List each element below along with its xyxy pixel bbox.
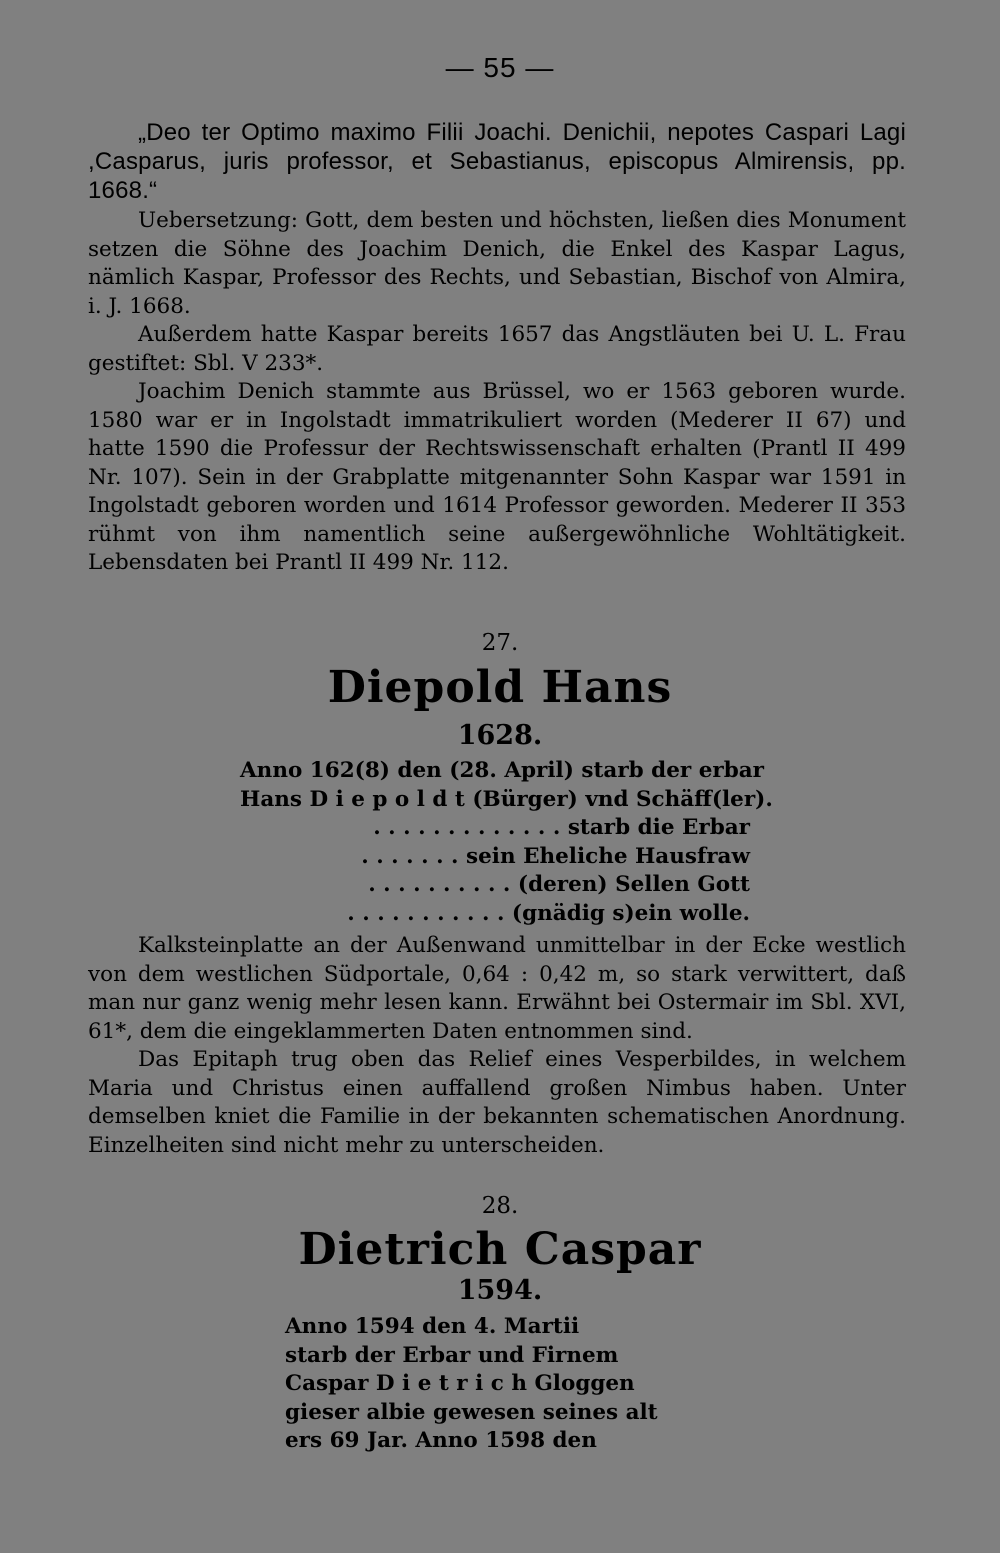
section-26-continuation (88, 118, 906, 578)
section-year: 1628. (457, 720, 543, 751)
page-number: — 55 — (445, 52, 555, 83)
body-paragraph: Kalksteinplatte an der Außenwand unmittelbar in der Ecke westlich von dem westlichen Südportale, 0,64 : 0,42 m, so stark verwittert, daß man nur ganz wenig mehr lesen kann. Erwähnt bei Ostermair im Sbl. XVI, 61*, dem die eingeklammerten Daten entnommen sind. (88, 933, 906, 1044)
inscription-line: ers 69 Jar. Anno 1598 den (285, 1428, 597, 1453)
body-paragraph: Joachim Denich stammte aus Brüssel, wo er 1563 geboren wurde. 1580 war er in Ingolstadt immatrikuliert worden (Mederer II 67) und hatte 1590 die Professur der Rechtswissenschaft erhalten (Prantl II 499 Nr. 107). Sein in der Grabplatte mitgenannter Sohn Kaspar war 1591 in Ingolstadt geboren worden und 1614 Professor geworden. Mederer II 353 rühmt von ihm namentlich seine außergewöhnliche Wohltätigkeit. Lebensdaten bei Prantl II 499 Nr. 112. (88, 379, 906, 575)
inscription-line: Anno 162(8) den (28. April) starb der erbar (240, 758, 764, 783)
epitaph-inscription (285, 1313, 725, 1456)
inscription-line: . . . . . . . sein Eheliche Hausfraw (361, 843, 750, 869)
inscription-line: Anno 1594 den 4. Martii (285, 1314, 580, 1339)
inscription-line: starb der Erbar und Firnem (285, 1342, 619, 1368)
body-paragraph: Uebersetzung: Gott, dem besten und höchsten, ließen dies Monument setzen die Söhne des Joachim Denich, die Enkel des Kaspar Lagus, nämlich Kaspar, Professor des Rechts, und Sebastian, Bischof von Almira, i. J. 1668. (88, 208, 906, 319)
section-title: Dietrich Caspar (298, 1224, 702, 1275)
latin-inscription: „Deo ter Optimo maximo Filii Joachi. Denichii, nepotes Caspari Lagi ,Casparus, juris professor, et Sebastianus, episcopus Almirensis, pp. 1668.“ (88, 119, 906, 204)
inscription-line: . . . . . . . . . . . (gnädig s)ein wolle. (347, 900, 750, 926)
section-title: Diepold Hans (327, 662, 673, 713)
section-number: 27. (481, 630, 519, 656)
inscription-line: . . . . . . . . . . . . . starb die Erbar (373, 815, 750, 840)
inscription-line: Caspar D i e t r i c h Gloggen (285, 1371, 635, 1396)
epitaph-inscription (240, 757, 773, 928)
body-paragraph: Das Epitaph trug oben das Relief eines Vesperbildes, in welchem Maria und Christus einen auffallend großen Nimbus haben. Unter demselben kniet die Familie in der bekannten schematischen Anordnung. Einzelheiten sind nicht mehr zu unterscheiden. (88, 1047, 906, 1158)
body-paragraph: Außerdem hatte Kaspar bereits 1657 das Angstläuten bei U. L. Frau gestiftet: Sbl. V 233*. (88, 322, 906, 376)
section-number: 28. (481, 1193, 519, 1219)
section-27-commentary (88, 932, 906, 1160)
inscription-line: Hans D i e p o l d t (Bürger) vnd Schäff(ler). (240, 786, 773, 812)
inscription-line: . . . . . . . . . . (deren) Sellen Gott (368, 872, 750, 897)
inscription-line: gieser albie gewesen seines alt (285, 1399, 658, 1425)
section-year: 1594. (457, 1275, 543, 1306)
